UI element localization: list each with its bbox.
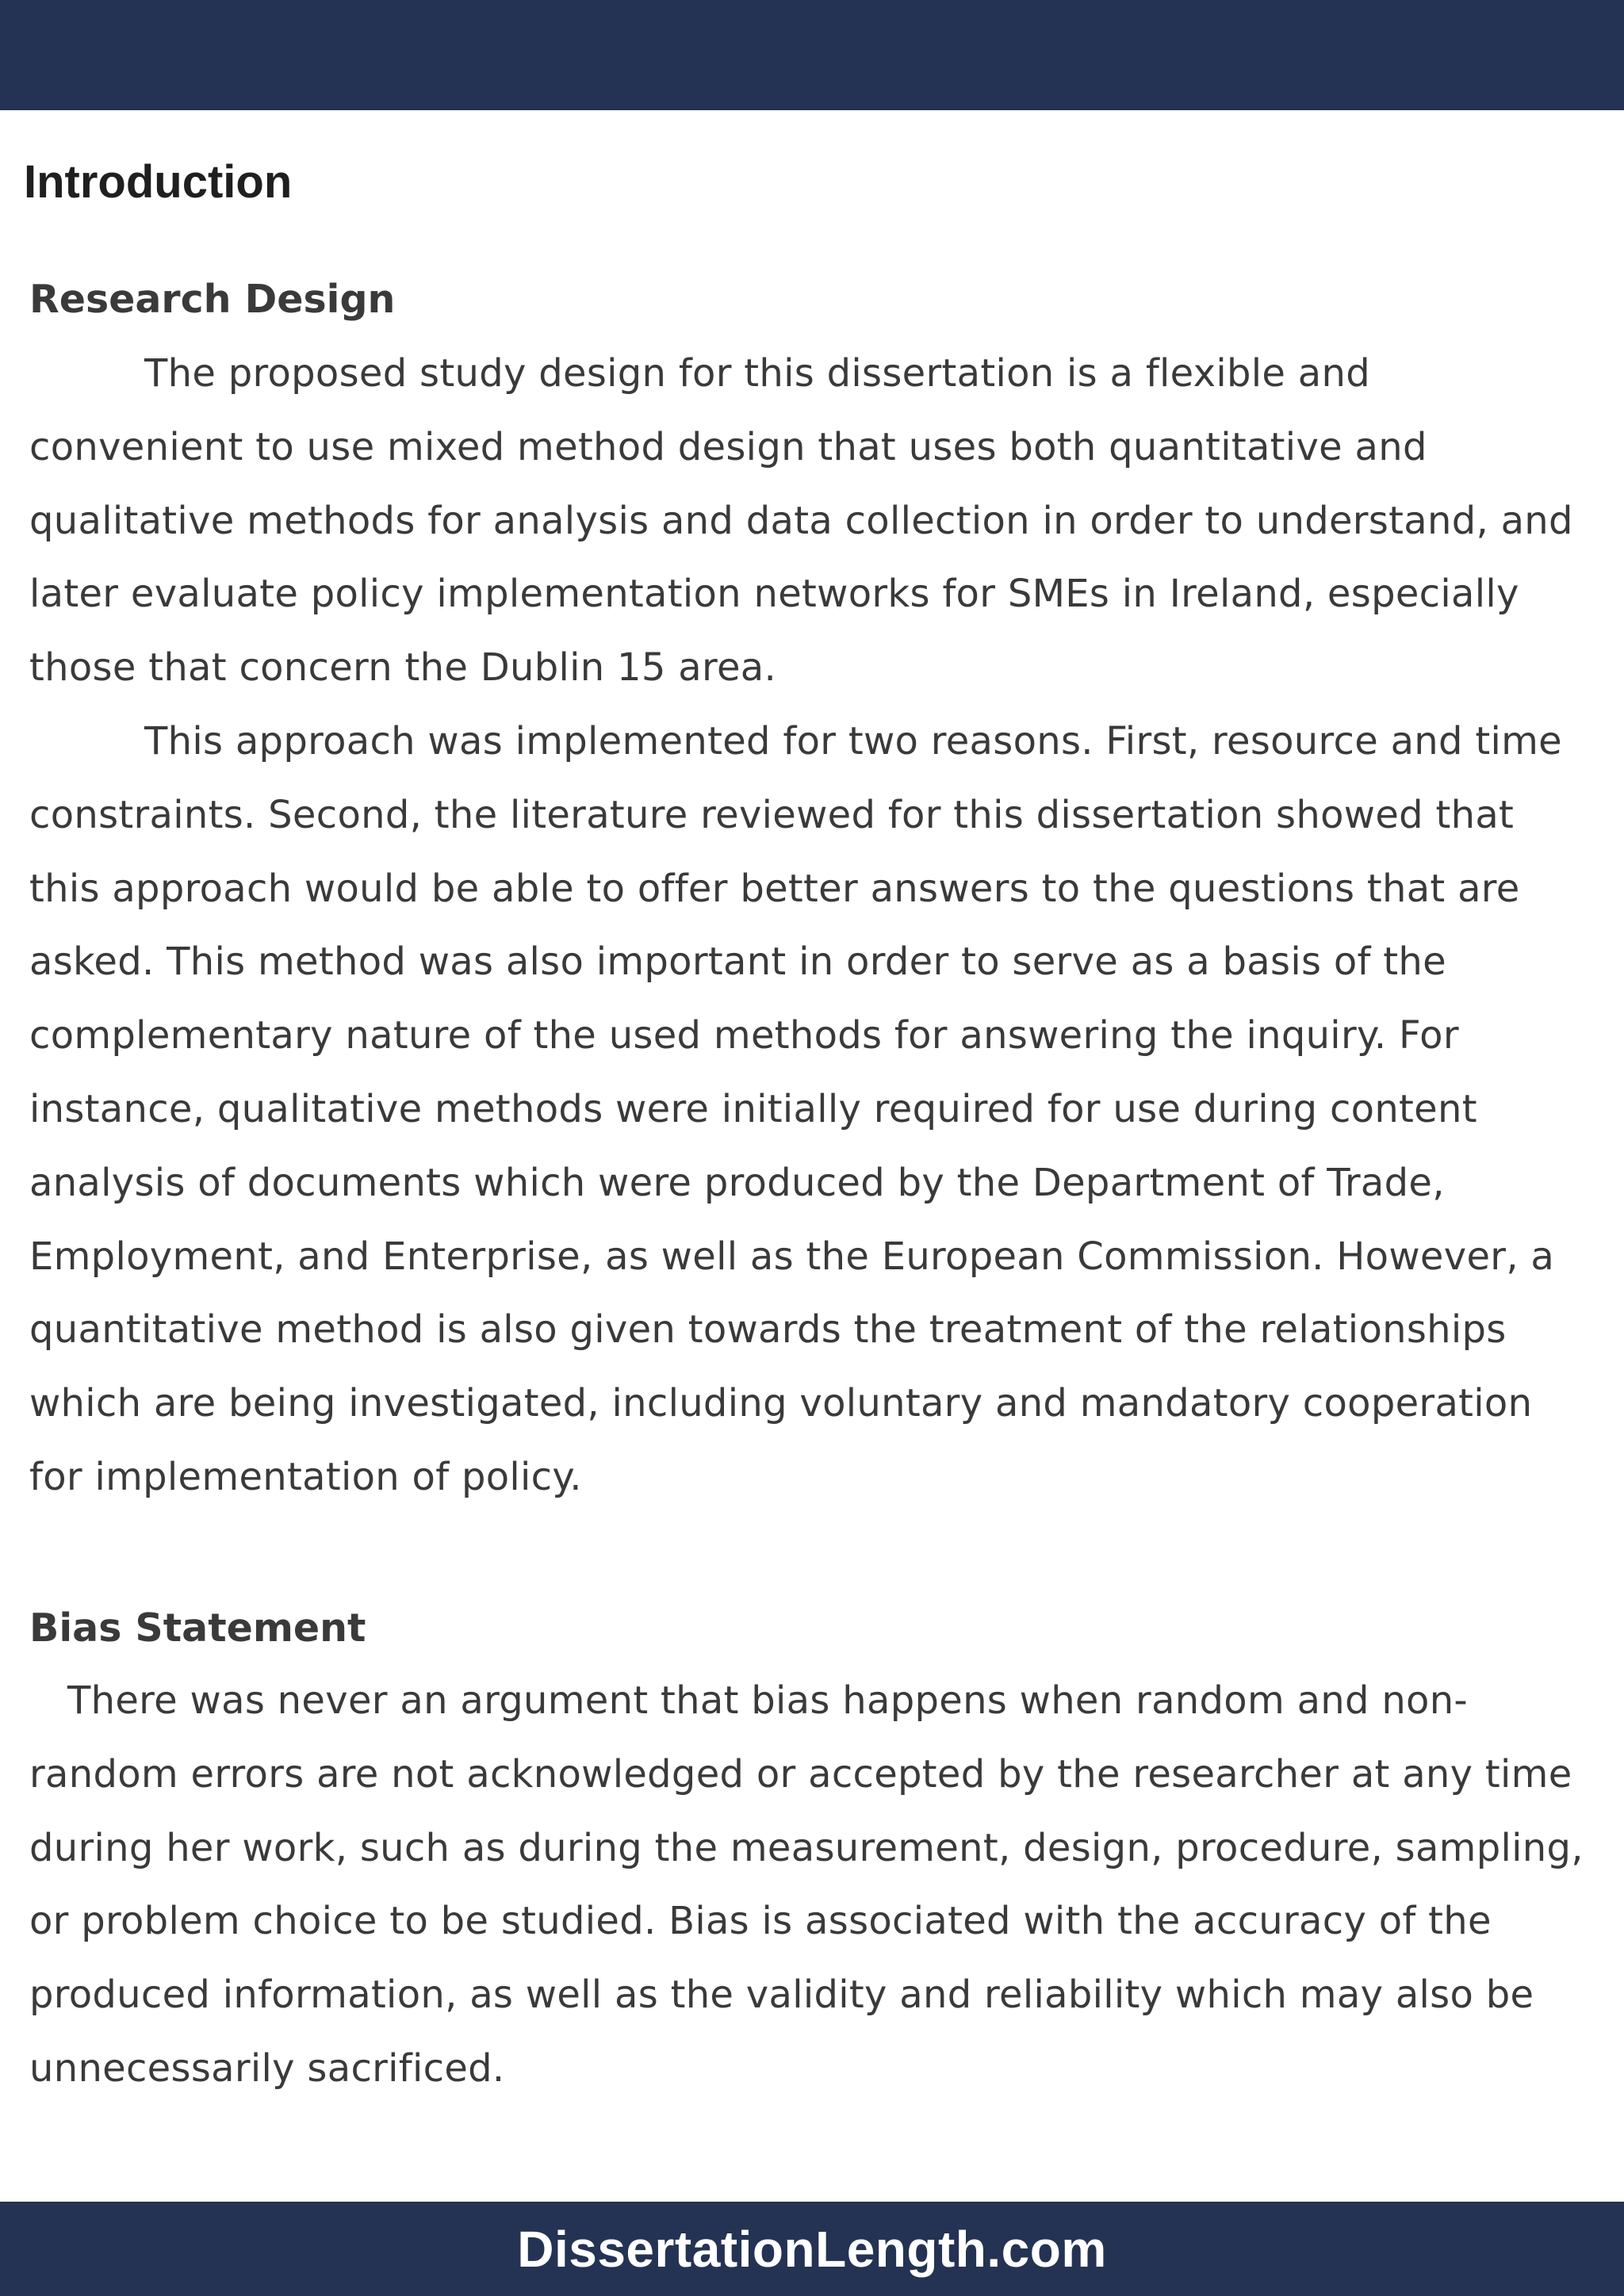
research-design-paragraph: This approach was implemented for two reasons. First, resource and time constraints. Second, the literature reviewed for this dissertation showed that this approach would be able to offer better answers to the questions that are asked. This method was also important in order to serve as a basis of the complementary nature of the used methods for answering the inquiry. For instance, qualitative methods were initially required for use during content analysis of documents which were produced by the Department of Trade, Employment, and Enterprise, as well as the European Commission. However, a quantitative method is also given towards the treatment of the relationships which are being investigated, including voluntary and mandatory cooperation for implementation of policy. (29, 718, 1562, 1499)
bias-statement-paragraph: There was never an argument that bias happens when random and non-random errors are not acknowledged or accepted by the researcher at any time during her work, such as during the measurement, design, procedure, sampling, or problem choice to be studied. Bias is associated with the accuracy of the produced information, as well as the validity and reliability which may also be unnecessarily sacrificed. (29, 1678, 1584, 2091)
footer-site-name: DissertationLength.com (517, 2220, 1107, 2278)
research-design-paragraph: The proposed study design for this dissertation is a flexible and convenient to use mixed method design that uses both quantitative and qualitative methods for analysis and data collection in order to understand, and later evaluate policy implementation networks for SMEs in Ireland, especially those that concern the Dublin 15 area. (29, 351, 1573, 691)
header-bar (0, 0, 1624, 110)
research-design-body (29, 337, 1595, 1514)
footer-bar (0, 2202, 1624, 2296)
page-title: Introduction (24, 156, 293, 208)
section-heading-bias-statement: Bias Statement (29, 1605, 366, 1651)
bias-statement-body (29, 1664, 1595, 2106)
section-heading-research-design: Research Design (29, 277, 396, 322)
